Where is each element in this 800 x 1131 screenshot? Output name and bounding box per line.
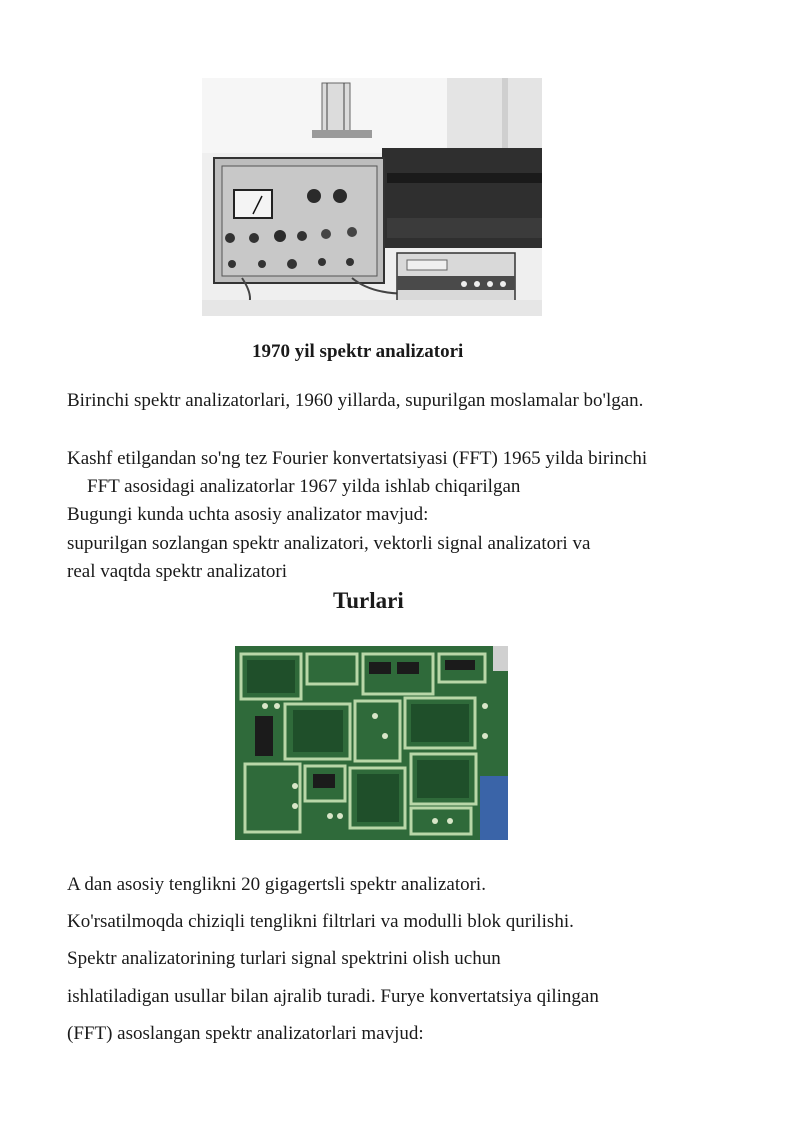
intro-paragraph-line: Kashf etilgandan so'ng tez Fourier konvertatsiyasi (FFT) 1965 yilda birinchi — [67, 448, 648, 469]
circuit-board-photo — [235, 646, 508, 840]
spectrum-analyzer-photo — [202, 78, 542, 316]
body-paragraph-line: (FFT) asoslangan spektr analizatorlari mavjud: — [67, 1023, 424, 1044]
intro-paragraph-line: real vaqtda spektr analizatori — [67, 561, 287, 582]
body-paragraph-line: Spektr analizatorining turlari signal spektrini olish uchun — [67, 948, 501, 969]
body-paragraph-line: ishlatiladigan usullar bilan ajralib turadi. Furye konvertatsiya qilingan — [67, 986, 599, 1007]
intro-paragraph-line: FFT asosidagi analizatorlar 1967 yilda ishlab chiqarilgan — [87, 476, 521, 497]
figure-caption: 1970 yil spektr analizatori — [252, 341, 464, 362]
body-paragraph-line: A dan asosiy tenglikni 20 gigagertsli spektr analizatori. — [67, 874, 486, 895]
intro-paragraph-line: Bugungi kunda uchta asosiy analizator mavjud: — [67, 504, 429, 525]
section-heading: Turlari — [333, 588, 404, 613]
intro-paragraph-line: Birinchi spektr analizatorlari, 1960 yillarda, supurilgan moslamalar bo'lgan. — [67, 390, 644, 411]
intro-paragraph-line: supurilgan sozlangan spektr analizatori, vektorli signal analizatori va — [67, 533, 591, 554]
body-paragraph-line: Ko'rsatilmoqda chiziqli tenglikni filtrlari va modulli blok qurilishi. — [67, 911, 574, 932]
